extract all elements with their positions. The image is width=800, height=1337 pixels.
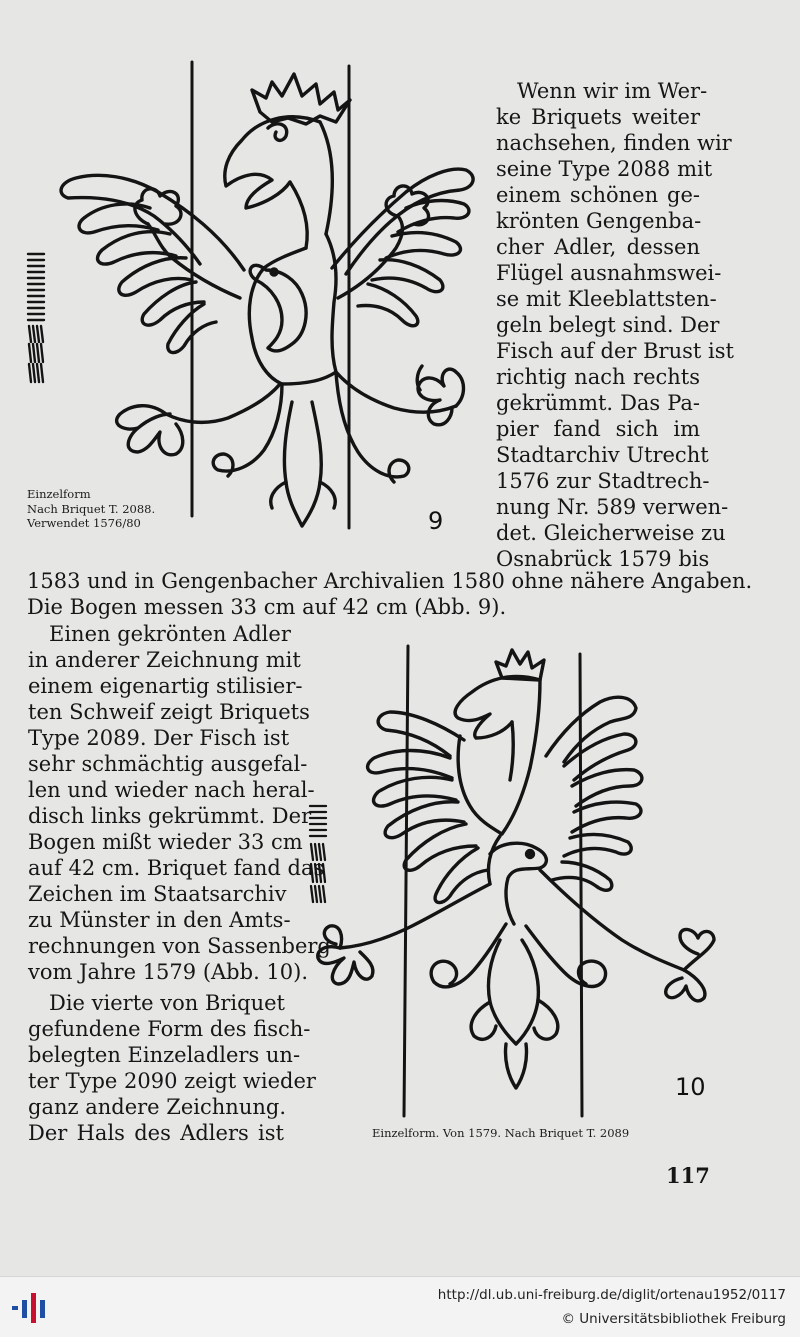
- paragraph-1-column: [496, 78, 734, 572]
- text-line: gekrümmt. Das Pa-: [496, 391, 700, 415]
- text-line: nung Nr. 589 verwen-: [496, 495, 729, 519]
- text-line: richtig nach rechts: [496, 365, 700, 389]
- figure-9-caption: [27, 487, 155, 531]
- figure-9-caption-line: Nach Briquet T. 2088.: [27, 501, 156, 516]
- paragraph-2-3-column: [28, 621, 331, 1146]
- figure-10-number: 10: [675, 1073, 706, 1101]
- text-line: Osnabrück 1579 bis: [496, 547, 710, 571]
- text-line: se mit Kleeblattsten-: [496, 287, 717, 311]
- text-line: Type 2089. Der Fisch ist: [28, 726, 290, 750]
- text-line: det. Gleicherweise zu: [496, 521, 726, 545]
- figure-10-caption: Einzelform. Von 1579. Nach Briquet T. 2089: [372, 1126, 630, 1140]
- text-line: auf 42 cm. Briquet fand das: [28, 856, 325, 880]
- text-line: ten Schweif zeigt Briquets: [28, 700, 310, 724]
- library-logo-icon: [10, 1291, 50, 1325]
- text-line: pier fand sich im: [496, 417, 700, 441]
- text-line: seine Type 2088 mit: [496, 157, 713, 181]
- text-line: Einen gekrönten Adler: [49, 622, 291, 646]
- figure-10-eagle-watermark: [300, 640, 740, 1120]
- text-line: zu Münster in den Amts-: [28, 908, 291, 932]
- text-line: Stadtarchiv Utrecht: [496, 443, 709, 467]
- text-line: Fisch auf der Brust ist: [496, 339, 734, 363]
- figure-9-caption-line: Einzelform: [27, 487, 91, 501]
- text-line: rechnungen von Sassenberg: [28, 934, 331, 958]
- text-line: ganz andere Zeichnung.: [28, 1095, 286, 1119]
- text-line: ter Type 2090 zeigt wieder: [28, 1069, 316, 1093]
- page-number: 117: [666, 1163, 710, 1188]
- text-line: vom Jahre 1579 (Abb. 10).: [28, 960, 309, 984]
- text-line: len und wieder nach heral-: [28, 778, 315, 802]
- text-line: nachsehen, finden wir: [496, 131, 732, 155]
- paragraph-1-full-width: [27, 568, 753, 620]
- text-line: Bogen mißt wieder 33 cm: [28, 830, 303, 854]
- text-line: Flügel ausnahmswei-: [496, 261, 722, 285]
- text-line: 1576 zur Stadtrech-: [496, 469, 710, 493]
- text-line: Der Hals des Adlers ist: [28, 1121, 284, 1145]
- text-line: Die Bogen messen 33 cm auf 42 cm (Abb. 9).: [27, 595, 507, 619]
- figure-9-caption-line: Verwendet 1576/80: [27, 516, 141, 531]
- text-line: krönten Gengenba-: [496, 209, 702, 233]
- footer-bar: [0, 1276, 800, 1337]
- text-line: einem schönen ge-: [496, 183, 700, 207]
- figure-9-number: 9: [428, 507, 444, 535]
- text-line: 1583 und in Gengenbacher Archivalien 1580 ohne nähere Angaben.: [27, 569, 753, 593]
- text-line: sehr schmächtig ausgefal-: [28, 752, 308, 776]
- text-line: cher Adler, dessen: [496, 235, 700, 259]
- text-line: ke Briquets weiter: [496, 105, 700, 129]
- text-line: einem eigenartig stilisier-: [28, 674, 303, 698]
- text-line: in anderer Zeichnung mit: [28, 648, 301, 672]
- text-line: Wenn wir im Wer-: [517, 79, 708, 103]
- source-url-link[interactable]: http://dl.ub.uni-freiburg.de/diglit/ortenau1952/0117: [437, 1287, 786, 1303]
- text-line: belegten Einzeladlers un-: [28, 1043, 301, 1067]
- figure-9-eagle-watermark: [20, 58, 480, 538]
- text-line: disch links gekrümmt. Der: [28, 804, 312, 828]
- text-line: Zeichen im Staatsarchiv: [28, 882, 287, 906]
- text-line: Die vierte von Briquet: [49, 991, 285, 1015]
- copyright-notice: © Universitätsbibliothek Freiburg: [561, 1311, 786, 1327]
- text-line: gefundene Form des fisch-: [28, 1017, 311, 1041]
- text-line: geln belegt sind. Der: [496, 313, 720, 337]
